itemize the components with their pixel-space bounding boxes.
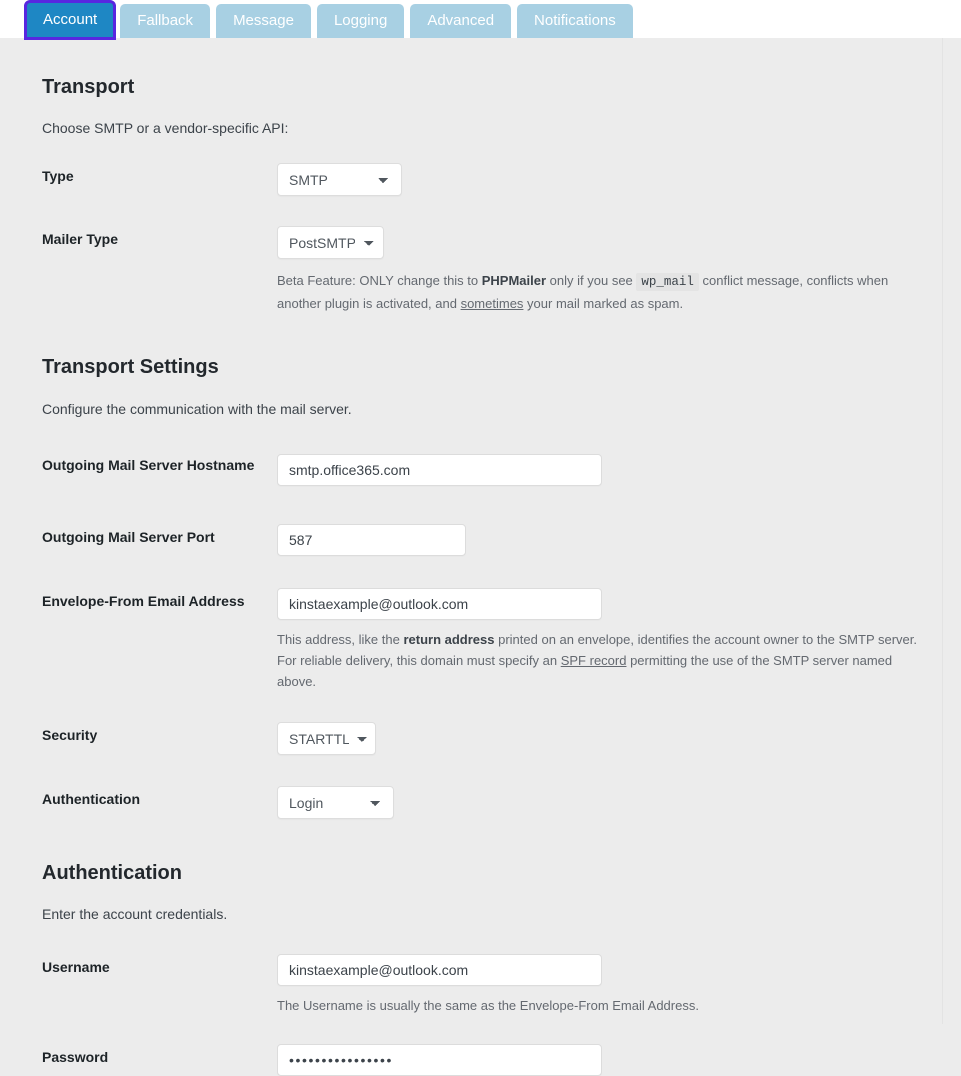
security-label: Security — [42, 727, 98, 743]
sometimes-link[interactable]: sometimes — [460, 296, 524, 311]
type-select[interactable] — [277, 163, 402, 196]
envelope-from-label: Envelope-From Email Address — [42, 593, 245, 609]
hostname-label: Outgoing Mail Server Hostname — [42, 457, 255, 473]
port-input[interactable] — [277, 524, 466, 556]
field-row-hostname — [42, 454, 942, 486]
type-control — [277, 163, 942, 196]
mailer-type-label: Mailer Type — [42, 231, 118, 247]
mailer-help-part4: your mail marked as spam. — [523, 296, 684, 311]
env-help-bold-return-address: return address — [403, 632, 495, 647]
env-help-part2: printed on an envelope, identifies the account owner to the SMTP server. For reliable delivery, this domain must specify an — [277, 632, 918, 668]
tab-notifications[interactable]: Notifications — [517, 4, 633, 38]
field-row-mailer-type — [42, 226, 942, 314]
hostname-control — [277, 454, 942, 486]
security-select[interactable] — [277, 722, 376, 755]
password-control — [277, 1044, 942, 1076]
spf-record-link[interactable]: SPF record — [560, 653, 627, 668]
username-input[interactable] — [277, 954, 602, 986]
username-control — [277, 954, 942, 1016]
port-control — [277, 524, 942, 556]
field-row-username — [42, 954, 942, 1016]
mailer-type-help — [277, 270, 925, 314]
type-label: Type — [42, 168, 74, 184]
envelope-from-input[interactable] — [277, 588, 602, 620]
port-label: Outgoing Mail Server Port — [42, 529, 215, 545]
password-label: Password — [42, 1049, 109, 1065]
hostname-input[interactable] — [277, 454, 602, 486]
mailer-help-part2: only if you see — [546, 273, 637, 288]
security-control — [277, 722, 942, 755]
mailer-help-bold-phpmailer: PHPMailer — [481, 273, 547, 288]
mailer-type-select[interactable] — [277, 226, 384, 259]
tab-fallback[interactable]: Fallback — [120, 4, 210, 38]
field-row-port — [42, 524, 942, 556]
right-gutter — [944, 38, 961, 1024]
tab-logging[interactable]: Logging — [317, 4, 404, 38]
username-label: Username — [42, 959, 110, 975]
transport-settings-section-title: Transport Settings — [42, 356, 219, 378]
authentication-method-control — [277, 786, 942, 819]
transport-settings-section-description: Configure the communication with the mail server. — [42, 401, 352, 417]
tab-advanced[interactable]: Advanced — [410, 4, 511, 38]
envelope-from-control — [277, 588, 942, 692]
env-help-part1: This address, like the — [277, 632, 404, 647]
mailer-help-part1: Beta Feature: ONLY change this to — [277, 273, 482, 288]
mailer-type-control — [277, 226, 942, 314]
field-row-authentication-method — [42, 786, 942, 819]
authentication-section-title: Authentication — [42, 862, 182, 884]
authentication-method-label: Authentication — [42, 791, 140, 807]
field-row-type — [42, 163, 942, 196]
mailer-help-part3: conflict message, conflicts when another plugin is activated, and — [277, 273, 889, 311]
username-help: The Username is usually the same as the Envelope-From Email Address. — [277, 998, 699, 1013]
field-row-security — [42, 722, 942, 755]
authentication-section-description: Enter the account credentials. — [42, 906, 228, 922]
password-input[interactable] — [277, 1044, 602, 1076]
tab-message[interactable]: Message — [216, 4, 311, 38]
authentication-method-select[interactable] — [277, 786, 394, 819]
envelope-from-help — [277, 629, 932, 692]
transport-section-title: Transport — [42, 76, 135, 98]
tab-account[interactable]: Account — [26, 2, 114, 38]
account-settings-panel — [0, 38, 943, 1065]
wp-mail-code: wp_mail — [636, 273, 699, 291]
field-row-password — [42, 1044, 942, 1076]
transport-section-description: Choose SMTP or a vendor-specific API: — [42, 120, 289, 136]
settings-tabs — [0, 0, 639, 38]
env-help-part3: permitting the use of the SMTP server named above. — [277, 653, 893, 689]
field-row-envelope-from — [42, 588, 942, 692]
